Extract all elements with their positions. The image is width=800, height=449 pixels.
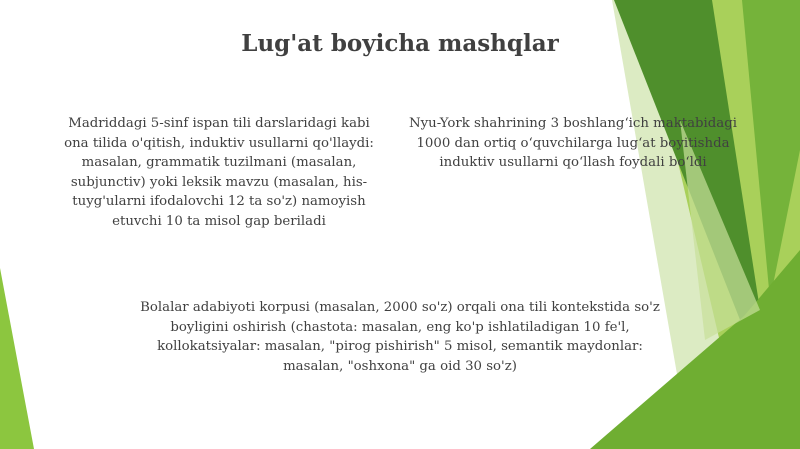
left-green-wedge (0, 268, 34, 449)
left-text-block: Madriddagi 5-sinf ispan tili darslaridagi kabi ona tilida o'qitish, induktiv usullarni qo'llaydi: masalan, grammatik tuzilmani (masalan, subjunctiv) yoki leksik mavzu (masalan, his-tuyg'ularni ifodalovchi 12 ta so'z) namoyish etuvchi 10 ta misol gap beriladi (64, 116, 374, 229)
bottom-text-block: Bolalar adabiyoti korpusi (masalan, 2000 so'z) orqali ona tili kontekstida so'z boyligini oshirish (chastota: masalan, eng ko'p ishlatiladigan 10 fe'l, kollokatsiyalar: masalan, "pirog pishirish" 5 misol, semantik maydonlar: masalan, "oshxona" ga oid 30 so'z) (140, 300, 660, 374)
right-text-block: Nyu-York shahrining 3 boshlang‘ich maktabidagi 1000 dan ortiq o‘quvchilarga lug‘at boyitishda induktiv usullarni qo‘llash foydali bo‘ldi (408, 116, 737, 170)
slide-title: Lug'at boyicha mashqlar (241, 30, 559, 57)
